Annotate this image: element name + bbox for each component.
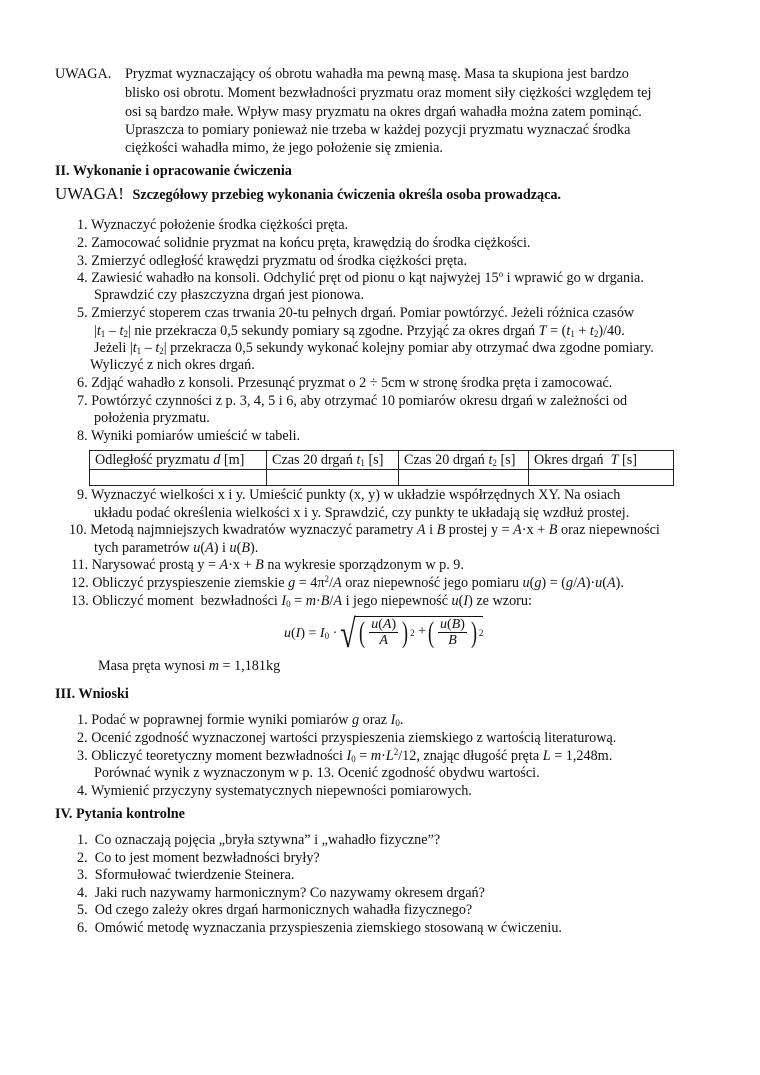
section-3-title: III. Wnioski [55, 686, 129, 702]
list-item-continuation: tych parametrów u(A) i u(B). [94, 540, 259, 556]
list-item-continuation: układu podać określenia wielkości x i y. Sprawdzić, czy punkty te układają się wzdłuż prostej. [94, 505, 630, 521]
list-item: 8. Wyniki pomiarów umieścić w tabeli. [77, 428, 301, 444]
section-2-title: II. Wykonanie i opracowanie ćwiczenia [55, 163, 292, 179]
list-item: 11. Narysować prostą y = A·x + B na wykresie sporządzonym w p. 9. [71, 557, 464, 573]
mass-note: Masa pręta wynosi m = 1,181kg [98, 658, 281, 674]
list-item: 1. Podać w poprawnej formie wyniki pomiarów g oraz $I_0$. [77, 712, 404, 728]
warning-text: Szczegółowy przebieg wykonania ćwiczenia określa osoba prowadząca. [132, 187, 562, 203]
list-item: 3. Zmierzyć odległość krawędzi pryzmatu od środka ciężkości pręta. [77, 253, 468, 269]
list-item: 7. Powtórzyć czynności z p. 3, 4, 5 i 6, aby otrzymać 10 pomiarów okresu drgań w zależności od [77, 393, 628, 409]
table-cell[interactable] [529, 470, 674, 486]
list-item: 13. Obliczyć moment bezwładności $I_0 = m\cdot B/A$ i jego niepewność u(I) ze wzoru: [71, 593, 532, 609]
list-item: 4. Wymienić przyczyny systematycznych niepewności pomiarowych. [77, 783, 472, 799]
table-row [90, 470, 674, 486]
note-line: ciężkości wahadła mimo, że jego położenie się zmienia. [125, 140, 443, 156]
table-header-cell: Odległość pryzmatu d [m] [90, 451, 267, 470]
list-item: 4. Jaki ruch nazywamy harmonicznym? Co nazywamy okresem drgań? [77, 885, 485, 901]
list-item: 6. Omówić metodę wyznaczania przyspieszenia ziemskiego stosowaną w ćwiczeniu. [77, 920, 562, 936]
note-line: Pryzmat wyznaczający oś obrotu wahadła ma pewną masę. Masa ta skupiona jest bardzo [125, 66, 629, 82]
table-header-row [90, 451, 674, 470]
list-item-continuation: $|t_1 - t_2|$ nie przekracza 0,5 sekundy pomiary są zgodne. Przyjąć za okres drgań $T = (t_1 + t_2)/40$. [94, 323, 625, 339]
list-item: 5. Od czego zależy okres drgań harmonicznych wahadła fizycznego? [77, 902, 473, 918]
section-2-warning [55, 186, 561, 203]
list-item: 2. Ocenić zgodność wyznaczonej wartości przyspieszenia ziemskiego z wartością literaturową. [77, 730, 617, 746]
list-item-continuation: Sprawdzić czy płaszczyzna drgań jest pionowa. [94, 287, 364, 303]
table-header-cell: Czas 20 drgań $t_2$ [s] [399, 451, 529, 470]
list-item: 12. Obliczyć przyspieszenie ziemskie $g = 4\pi^2/A$ oraz niepewność jego pomiaru u(g) = (g/A)·u(A). [71, 574, 624, 591]
list-item: 9. Wyznaczyć wielkości x i y. Umieścić punkty (x, y) w układzie współrzędnych XY. Na osiach [77, 487, 621, 503]
sqrt-symbol: √ [340, 611, 356, 656]
results-table [89, 450, 674, 486]
list-item-continuation: Wyliczyć z nich okres drgań. [90, 357, 255, 373]
note-line: osi są bardzo małe. Wpływ masy pryzmatu na okres drgań wahadła można zatem pominąć. [125, 104, 642, 120]
list-item: 10. Metodą najmniejszych kwadratów wyznaczyć parametry A i B prostej y = A·x + B oraz niepewności [69, 522, 660, 538]
list-item: 3. Sformułować twierdzenie Steinera. [77, 867, 295, 883]
section-4-title: IV. Pytania kontrolne [55, 806, 185, 822]
note-label: UWAGA. [55, 66, 112, 82]
list-item: 3. Obliczyć teoretyczny moment bezwładności $I_0 = m\cdot L^2/12$, znając długość pręta L = 1,248m. [77, 747, 613, 764]
table-header-cell: Okres drgań T [s] [529, 451, 674, 470]
list-item-continuation: położenia pryzmatu. [94, 410, 210, 426]
list-item: 2. Co to jest moment bezwładności bryły? [77, 850, 320, 866]
table-cell[interactable] [90, 470, 267, 486]
list-item: 2. Zamocować solidnie pryzmat na końcu pręta, krawędzią do środka ciężkości. [77, 235, 531, 251]
list-item: 1. Co oznaczają pojęcia „bryła sztywna” i „wahadło fizyczne”? [77, 832, 441, 848]
note-line: Upraszcza to pomiary ponieważ nie trzeba w każdej pozycji pryzmatu wyznaczać środka [125, 122, 631, 138]
table-header-cell: Czas 20 drgań $t_1$ [s] [267, 451, 399, 470]
table-cell[interactable] [399, 470, 529, 486]
warning-label: UWAGA! [55, 184, 124, 203]
list-item: 5. Zmierzyć stoperem czas trwania 20-tu pełnych drgań. Pomiar powtórzyć. Jeżeli różnica czasów [77, 305, 635, 321]
list-item: 6. Zdjąć wahadło z konsoli. Przesunąć pryzmat o 2 ÷ 5cm w stronę środka pręta i zamocować. [77, 375, 613, 391]
list-item: 4. Zawiesić wahadło na konsoli. Odchylić pręt od pionu o kąt najwyżej 15$^o$ i wprawić go w drgania. [77, 269, 644, 286]
uncertainty-formula: $u(I) = I_0$ · √ ( $\frac{u(A)}{A}$ ) 2 + ( $\frac{u(B)}{B}$ ) 2 [284, 611, 484, 656]
note-line: blisko osi obrotu. Moment bezwładności pryzmatu oraz moment siły ciężkości względem tej [125, 85, 652, 101]
list-item-continuation: Jeżeli $|t_1 - t_2|$ przekracza 0,5 sekundy wykonać kolejny pomiar aby otrzymać dwa zgodne pomiary. [94, 340, 654, 356]
table-cell[interactable] [267, 470, 399, 486]
list-item-continuation: Porównać wynik z wyznaczonym w p. 13. Ocenić zgodność obydwu wartości. [94, 765, 540, 781]
list-item: 1. Wyznaczyć położenie środka ciężkości pręta. [77, 217, 349, 233]
